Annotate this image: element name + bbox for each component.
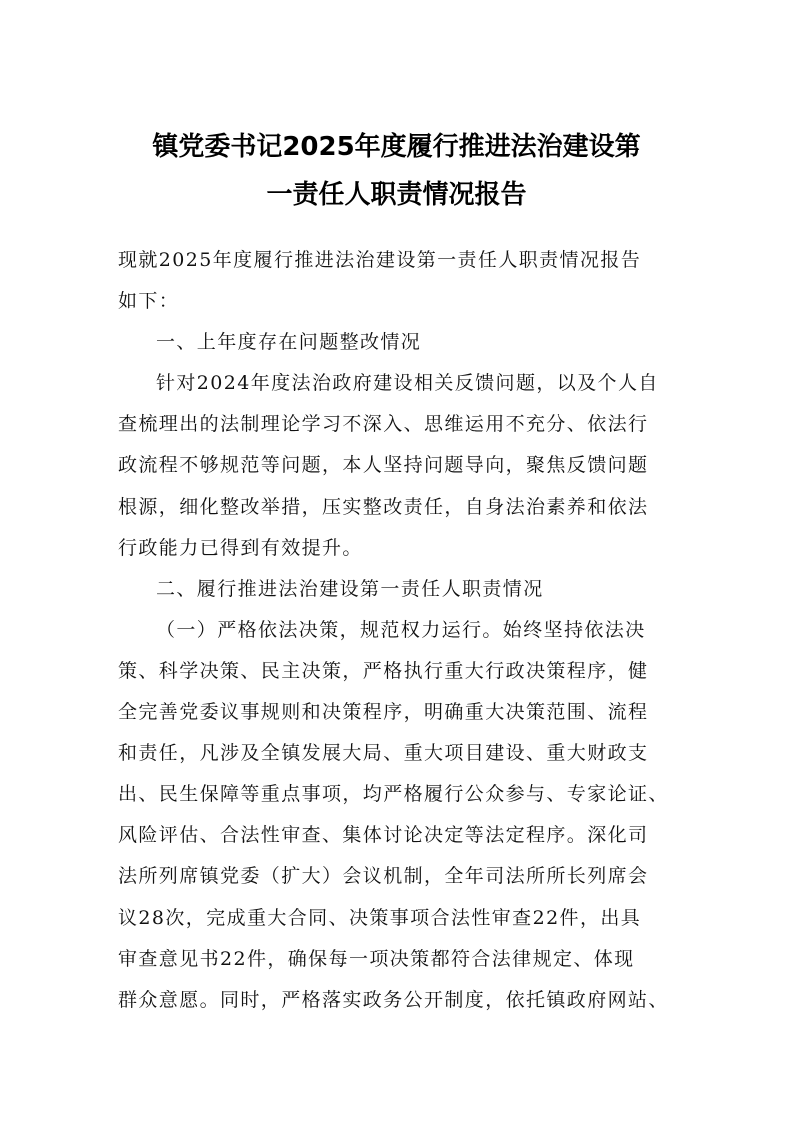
body-line: 议28次，完成重大合同、决策事项合法性审查22件，出具	[118, 906, 642, 929]
body-line: 法所列席镇党委（扩大）会议机制，全年司法所所长列席会	[118, 865, 649, 888]
body-line: 风险评估、合法性审查、集体讨论决定等法定程序。深化司	[118, 824, 649, 847]
body-line: 出、民生保障等重点事项，均严格履行公众参与、专家论证、	[118, 783, 669, 806]
body-line: 现就2025年度履行推进法治建设第一责任人职责情况报告	[118, 249, 642, 271]
body-line: 全完善党委议事规则和决策程序，明确重大决策范围、流程	[118, 701, 649, 724]
body-line: 和责任，凡涉及全镇发展大局、重大项目建设、重大财政支	[118, 742, 649, 765]
body-line: （一）严格依法决策，规范权力运行。始终坚持依法决	[156, 618, 646, 641]
document-title-line-1: 镇党委书记2025年度履行推进法治建设第	[152, 132, 641, 162]
body-line: 策、科学决策、民主决策，严格执行重大行政决策程序，健	[118, 659, 649, 682]
body-line: 审查意见书22件，确保每一项决策都符合法律规定、体现	[118, 947, 635, 970]
body-line: 一、上年度存在问题整改情况	[156, 331, 422, 354]
document-title-line-2: 一责任人职责情况报告	[266, 180, 527, 210]
body-line: 行政能力已得到有效提升。	[118, 536, 363, 559]
body-line: 群众意愿。同时，严格落实政务公开制度，依托镇政府网站、	[118, 988, 669, 1011]
body-line: 查梳理出的法制理论学习不深入、思维运用不充分、依法行	[118, 413, 649, 436]
body-line: 二、履行推进法治建设第一责任人职责情况	[156, 577, 544, 600]
body-line: 针对2024年度法治政府建设相关反馈问题，以及个人自	[156, 372, 659, 395]
body-line: 根源，细化整改举措，压实整改责任，自身法治素养和依法	[118, 495, 649, 518]
document-body	[118, 240, 678, 1021]
body-line: 政流程不够规范等问题，本人坚持问题导向，聚焦反馈问题	[118, 454, 649, 477]
body-line: 如下：	[118, 290, 180, 313]
